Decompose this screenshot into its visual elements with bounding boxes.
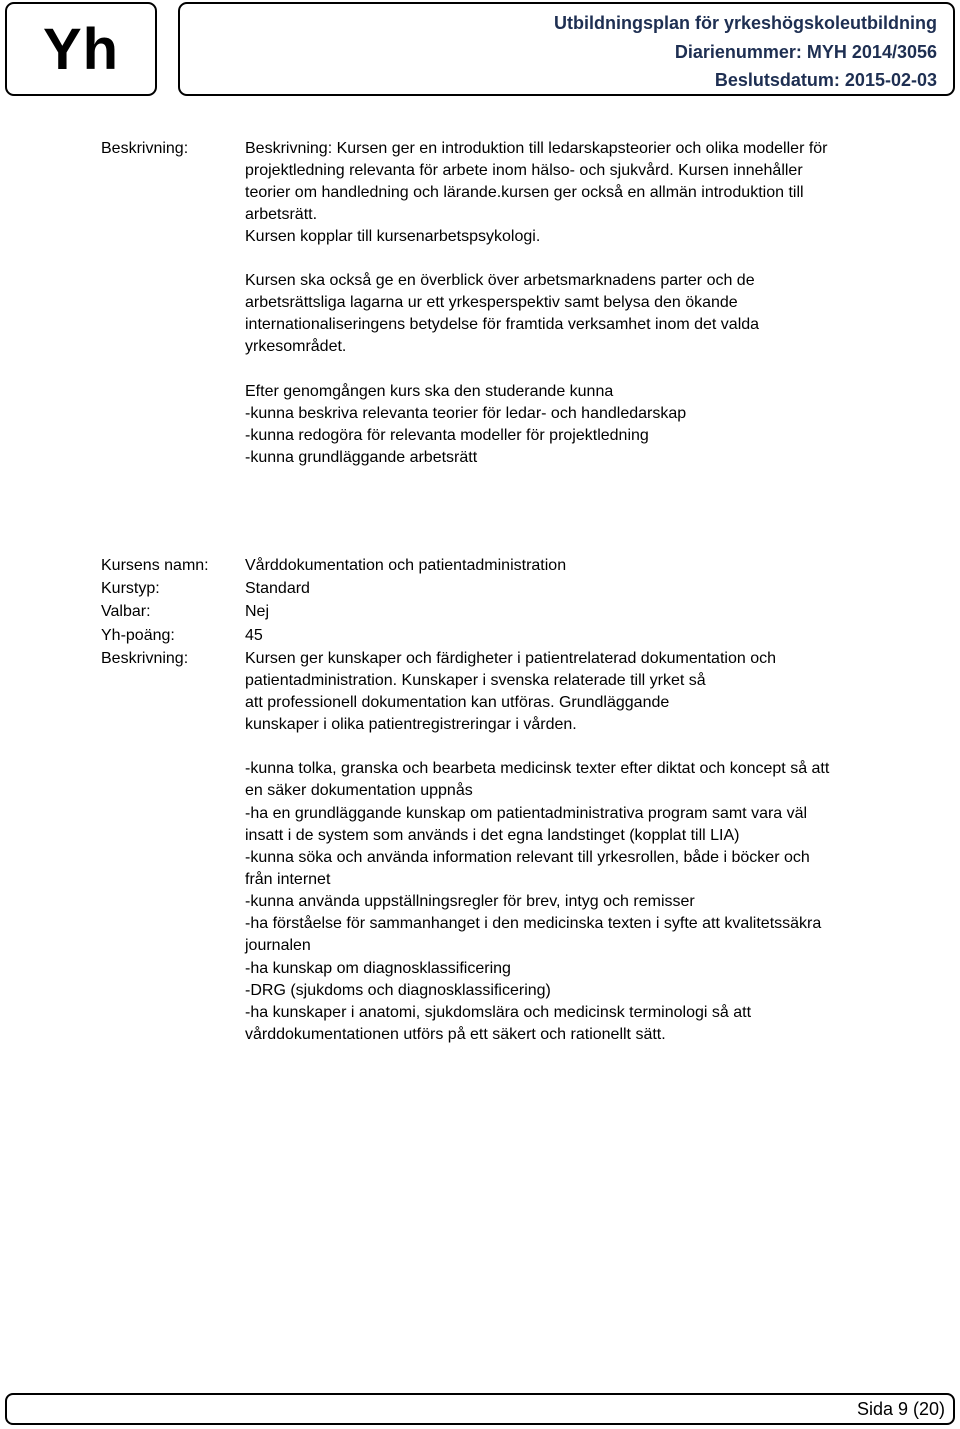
course2-outcome-item: -ha en grundläggande kunskap om patientadministrativa program samt vara väl <box>245 805 808 822</box>
course2-outcome-item: från internet <box>245 871 331 888</box>
course2-description-line: kunskaper i olika patientregistreringar i vården. <box>245 716 577 733</box>
diarienummer: Diarienummer: MYH 2014/3056 <box>674 42 937 62</box>
course1-description-line: Kursen kopplar till kursenarbetspsykologi. <box>245 228 541 245</box>
course2-outcome-item: -ha förståelse för sammanhanget i den medicinska texten i syfte att kvalitetssäkra <box>245 915 822 932</box>
page-footer <box>5 1393 955 1425</box>
course2-name-value: Vårddokumentation och patientadministration <box>245 557 567 574</box>
beslutsdatum: Beslutsdatum: 2015-02-03 <box>714 70 937 90</box>
page-number: Sida 9 (20) <box>856 1399 945 1419</box>
course1-description-line: internationaliseringens betydelse för framtida verksamhet inom det valda <box>245 316 760 333</box>
course1-description-line: Beskrivning: Kursen ger en introduktion till ledarskapsteorier och olika modeller för <box>245 140 828 157</box>
course2-outcome-item: -ha kunskap om diagnosklassificering <box>245 960 511 977</box>
course2-outcome-item: insatt i de system som används i det egna landstinget (kopplat till LIA) <box>245 827 740 844</box>
course1-description-line: arbetsrättsliga lagarna ur ett yrkesperspektiv samt belysa den ökande <box>245 294 738 311</box>
course1-outcome-item: -kunna beskriva relevanta teorier för ledar- och handledarskap <box>245 405 687 422</box>
course2-name-label: Kursens namn: <box>101 557 209 574</box>
course2-outcome-item: -kunna tolka, granska och bearbeta medicinsk texter efter diktat och koncept så att <box>245 760 830 777</box>
course2-outcome-item: journalen <box>245 937 311 954</box>
course2-poang-label: Yh-poäng: <box>101 627 175 644</box>
course1-description-line: arbetsrätt. <box>245 206 318 223</box>
course2-description-line: Kursen ger kunskaper och färdigheter i patientrelaterad dokumentation och <box>245 650 776 667</box>
course2-valbar-label: Valbar: <box>101 603 151 620</box>
course2-kurstyp-value: Standard <box>245 580 310 597</box>
course2-outcome-item: vårddokumentationen utförs på ett säkert och rationellt sätt. <box>245 1026 666 1043</box>
course2-poang-value: 45 <box>245 627 263 644</box>
course2-kurstyp-label: Kurstyp: <box>101 580 160 597</box>
course1-outcome-intro: Efter genomgången kurs ska den studerande kunna <box>245 383 614 400</box>
course2-outcome-item: -kunna söka och använda information relevant till yrkesrollen, både i böcker och <box>245 849 810 866</box>
course2-outcome-item: -DRG (sjukdoms och diagnosklassificering) <box>245 982 551 999</box>
course1-description-line: projektledning relevanta för arbete inom hälso- och sjukvård. Kursen innehåller <box>245 162 803 179</box>
course2-outcome-item: en säker dokumentation uppnås <box>245 782 473 799</box>
document-header <box>178 2 955 96</box>
yh-logo: Yh <box>42 16 120 82</box>
course2-outcome-item: -ha kunskaper i anatomi, sjukdomslära och medicinsk terminologi så att <box>245 1004 752 1021</box>
course1-outcome-item: -kunna redogöra för relevanta modeller för projektledning <box>245 427 649 444</box>
course1-description-line: yrkesområdet. <box>245 338 347 355</box>
course1-outcome-item: -kunna grundläggande arbetsrätt <box>245 449 478 466</box>
yh-logo-box <box>5 2 157 96</box>
course1-beskrivning-label: Beskrivning: <box>101 140 189 157</box>
course2-beskrivning-label: Beskrivning: <box>101 650 189 667</box>
course2-outcome-item: -kunna använda uppställningsregler för brev, intyg och remisser <box>245 893 695 910</box>
course2-description-line: att professionell dokumentation kan utföras. Grundläggande <box>245 694 670 711</box>
course2-description-line: patientadministration. Kunskaper i svenska relaterade till yrket så <box>245 672 706 689</box>
course1-description-line: Kursen ska också ge en överblick över arbetsmarknadens parter och de <box>245 272 755 289</box>
document-title: Utbildningsplan för yrkeshögskoleutbildning <box>553 13 937 33</box>
course2-valbar-value: Nej <box>245 603 270 620</box>
course1-description-line: teorier om handledning och lärande.kursen ger också en allmän introduktion till <box>245 184 804 201</box>
